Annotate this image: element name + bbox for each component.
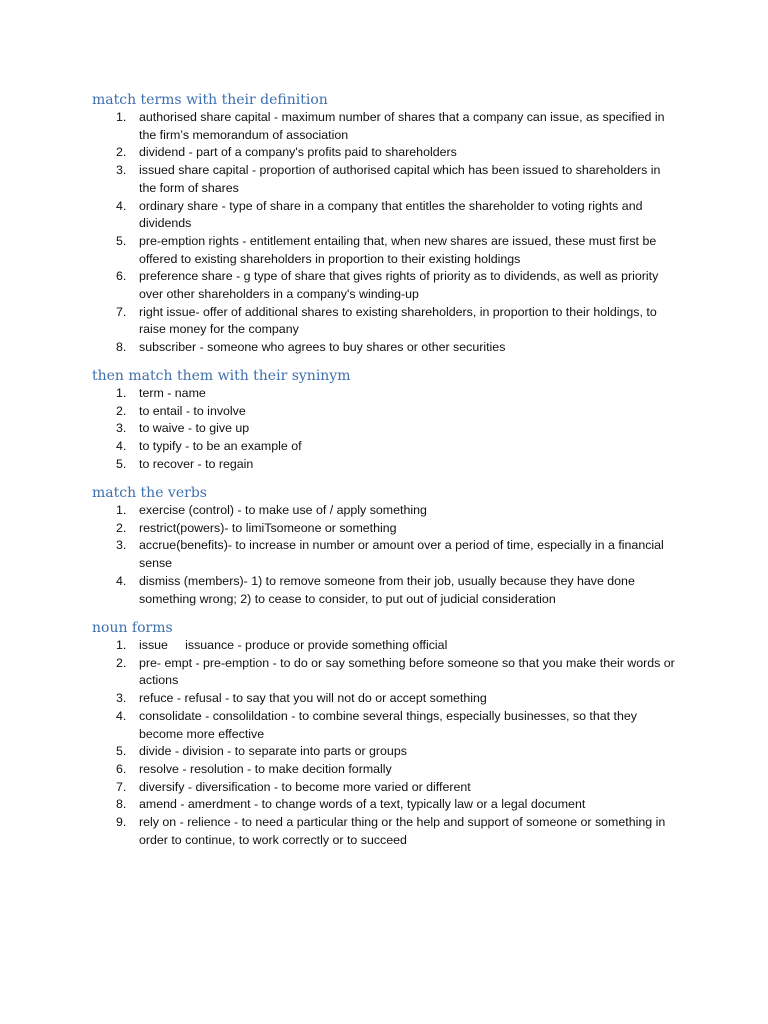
item-number: 3. (116, 163, 127, 178)
item-text: rely on - relience - to need a particular thing or the help and support of someone or something in order to continue, to work correctly or to succeed (139, 815, 666, 847)
list-item (0, 761, 679, 779)
list-item (0, 109, 679, 144)
item-number: 4. (116, 198, 127, 213)
item-number: 3. (116, 421, 127, 436)
item-text: pre- empt - pre-emption - to do or say something before someone so that you make their words or actions (139, 655, 675, 688)
item-text: consolidate - consolildation - to combine several things, especially businesses, so that they become more effective (139, 708, 637, 741)
item-number: 5. (116, 744, 127, 759)
item-text: authorised share capital - maximum number of shares that a company can issue, as specified in the firm’s memorandum of association (139, 110, 665, 142)
list-item (0, 438, 679, 456)
item-number: 3. (116, 538, 127, 553)
item-text: preference share - g type of share that gives rights of priority as to dividends, as well as priority over other shareholders in a company's winding-up (139, 269, 659, 302)
list-item (0, 403, 679, 421)
item-text: dividend - part of a company's profits paid to shareholders (139, 145, 457, 160)
item-number: 2. (116, 520, 127, 535)
item-number: 1. (116, 503, 127, 517)
item-text: issue issuance - produce or provide something official (139, 638, 448, 652)
item-text: amend - amerdment - to change words of a text, typically law or a legal document (139, 797, 586, 812)
item-number: 1. (116, 110, 127, 124)
item-text: exercise (control) - to make use of / apply something (139, 503, 427, 517)
item-text: term - name (139, 386, 206, 400)
item-number: 5. (116, 233, 127, 248)
list-item (0, 743, 679, 761)
item-number: 4. (116, 573, 127, 588)
list-item (0, 420, 679, 438)
item-text: divide - division - to separate into parts or groups (139, 744, 407, 759)
list-item (0, 339, 679, 357)
item-number: 3. (116, 691, 127, 706)
item-text: issued share capital - proportion of authorised capital which has been issued to shareholders in the form of shares (139, 163, 661, 195)
list-item (0, 814, 679, 849)
list-item (0, 796, 679, 814)
section-heading: match the verbs (92, 485, 207, 501)
item-number: 4. (116, 439, 127, 454)
numbered-list (0, 109, 679, 357)
item-text: to typify - to be an example of (139, 439, 302, 454)
item-text: accrue(benefits)- to increase in number or amount over a period of time, especially in a financial sense (139, 538, 664, 571)
item-text: to waive - to give up (139, 421, 250, 436)
section-heading: match terms with their definition (92, 92, 328, 108)
item-text: to recover - to regain (139, 456, 254, 471)
item-number: 2. (116, 403, 127, 418)
item-number: 5. (116, 456, 127, 471)
numbered-list (0, 385, 679, 474)
list-item (0, 268, 679, 303)
item-number: 2. (116, 145, 127, 160)
list-item (0, 520, 679, 538)
item-number: 8. (116, 340, 127, 355)
list-item (0, 144, 679, 162)
item-text: restrict(powers)- to limiTsomeone or something (139, 520, 397, 535)
list-item (0, 637, 679, 655)
list-item (0, 573, 679, 608)
list-item (0, 690, 679, 708)
item-number: 1. (116, 638, 127, 652)
item-number: 7. (116, 779, 127, 794)
item-number: 4. (116, 708, 127, 723)
list-item (0, 198, 679, 233)
list-item (0, 385, 679, 403)
item-number: 8. (116, 797, 127, 812)
item-text: subscriber - someone who agrees to buy shares or other securities (139, 340, 506, 355)
item-text: right issue- offer of additional shares to existing shareholders, in proportion to their holdings, to raise money for the company (139, 304, 657, 337)
section-heading: then match them with their syninym (92, 368, 351, 384)
item-text: to entail - to involve (139, 403, 246, 418)
list-item (0, 233, 679, 268)
item-number: 6. (116, 269, 127, 284)
item-text: resolve - resolution - to make decition formally (139, 761, 392, 776)
list-item (0, 655, 679, 690)
item-number: 1. (116, 386, 127, 400)
numbered-list (0, 502, 679, 608)
item-number: 6. (116, 761, 127, 776)
item-number: 7. (116, 304, 127, 319)
numbered-list (0, 637, 679, 849)
list-item (0, 304, 679, 339)
item-number: 9. (116, 815, 127, 830)
section-heading: noun forms (92, 620, 173, 636)
list-item (0, 456, 679, 474)
item-text: pre-emption rights - entitlement entailing that, when new shares are issued, these must first be offered to existing shareholders in proportion to their existing holdings (139, 233, 657, 266)
item-text: dismiss (members)- 1) to remove someone from their job, usually because they have done something wrong; 2) to cease to consider, to put out of judicial consideration (139, 573, 635, 606)
item-number: 2. (116, 655, 127, 670)
item-text: refuce - refusal - to say that you will not do or accept something (139, 691, 487, 706)
list-item (0, 708, 679, 743)
list-item (0, 162, 679, 197)
list-item (0, 537, 679, 572)
list-item (0, 779, 679, 797)
item-text: ordinary share - type of share in a company that entitles the shareholder to voting rights and dividends (139, 198, 643, 231)
item-text: diversify - diversification - to become more varied or different (139, 779, 471, 794)
list-item (0, 502, 679, 520)
